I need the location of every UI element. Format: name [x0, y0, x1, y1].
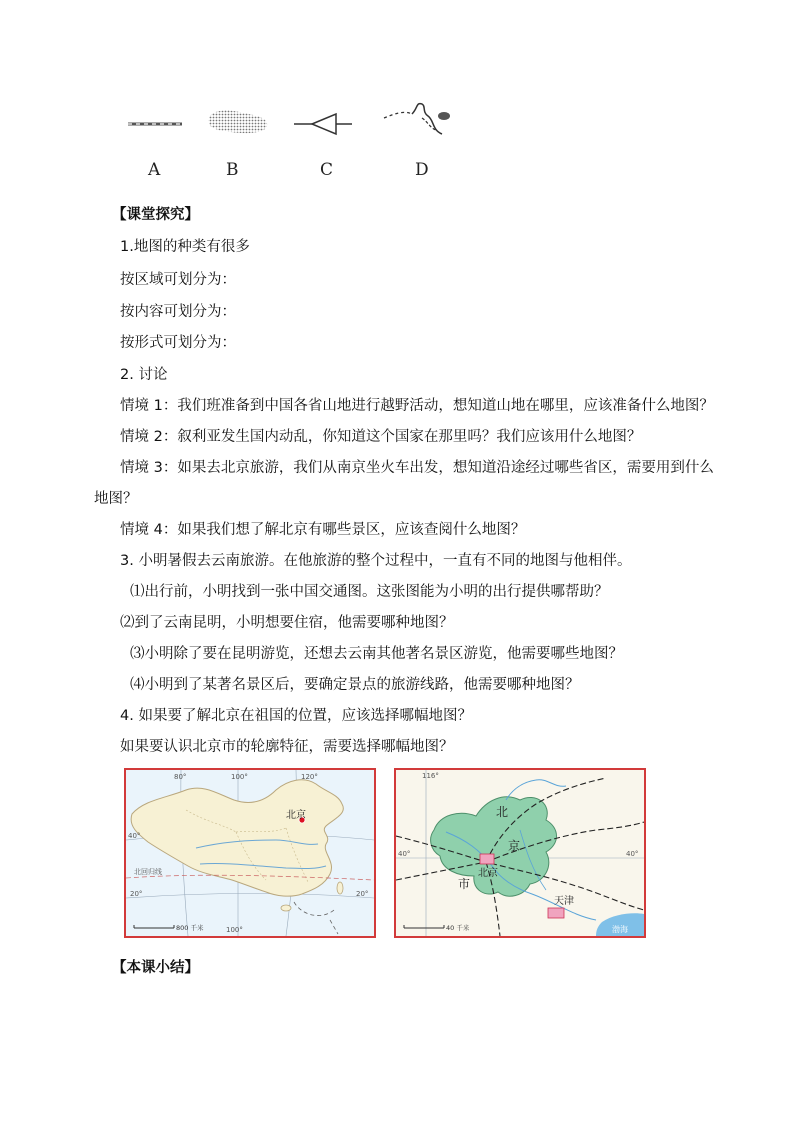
question-4-sub: 如果要认识北京市的轮廓特征，需要选择哪幅地图？ [120, 739, 454, 755]
map2-char-jing: 京 [508, 839, 521, 853]
question-1-by-form: 按形式可划分为： [120, 335, 236, 351]
coastline-symbol-icon [382, 100, 458, 140]
arrow-symbol-icon [292, 110, 354, 138]
map2-char-bei: 北 [496, 805, 509, 819]
map2-lat-left: 40° [398, 850, 411, 858]
symbol-label-c: C [320, 160, 334, 180]
map2-sea-label: 渤海 [612, 925, 628, 934]
question-3-part-2: ⑵到了云南昆明，小明想要住宿，他需要哪种地图？ [120, 615, 454, 631]
map1-lon-100: 100° [231, 773, 248, 781]
svg-text:40 千米: 40 千米 [446, 924, 470, 932]
scenario-2: 情境 2：叙利亚发生国内动乱，你知道这个国家在那里吗？我们应该用什么地图？ [120, 429, 642, 445]
question-1-by-content: 按内容可划分为： [120, 304, 236, 320]
map-china [124, 768, 376, 938]
question-3-part-3: ⑶小明除了要在昆明游览，还想去云南其他著名景区游览，他需要哪些地图？ [130, 646, 623, 662]
map-beijing [394, 768, 646, 938]
scenario-3-line-2: 地图？ [94, 491, 138, 507]
map2-lon-label: 116° [422, 772, 439, 780]
map1-lat-40: 40° [128, 832, 141, 840]
map1-lon-80: 80° [174, 773, 187, 781]
map1-lat-20-left: 20° [130, 890, 143, 898]
symbol-label-a: A [148, 160, 161, 180]
question-1-title: 1.地图的种类有很多 [120, 239, 250, 255]
scenario-3-line-1: 情境 3：如果去北京旅游，我们从南京坐火车出发，想知道沿途经过哪些省区，需要用到什么 [120, 460, 714, 476]
map2-city-label: 北京 [478, 868, 498, 879]
map1-lat-20-right: 20° [356, 890, 369, 898]
map2-char-shi: 市 [458, 877, 471, 891]
question-4-title: 4. 如果要了解北京在祖国的位置，应该选择哪幅地图？ [120, 708, 472, 724]
question-2-title: 2. 讨论 [120, 367, 168, 383]
scenario-1: 情境 1：我们班准备到中国各省山地进行越野活动，想知道山地在哪里，应该准备什么地图？ [120, 398, 714, 414]
section-heading-summary: 【本课小结】 [112, 960, 199, 976]
question-3-part-4: ⑷小明到了某著名景区后，要确定景点的旅游线路，他需要哪种地图？ [130, 677, 580, 693]
map2-tianjin-label: 天津 [554, 896, 574, 907]
symbol-label-b: B [226, 160, 239, 180]
svg-text:800 千米: 800 千米 [176, 924, 204, 932]
map1-lon-120: 120° [301, 773, 318, 781]
map1-tropic-label: 北回归线 [134, 868, 162, 876]
map1-city-label: 北京 [286, 810, 306, 821]
dotted-area-symbol-icon [203, 104, 273, 140]
section-heading-explore: 【课堂探究】 [112, 207, 199, 223]
question-3-part-1: ⑴出行前，小明找到一张中国交通图。这张图能为小明的出行提供哪帮助？ [130, 584, 609, 600]
map2-lat-right: 40° [626, 850, 639, 858]
symbol-label-d: D [415, 160, 429, 180]
question-3-title: 3. 小明暑假去云南旅游。在他旅游的整个过程中，一直有不同的地图与他相伴。 [120, 553, 632, 569]
scenario-4: 情境 4：如果我们想了解北京有哪些景区，应该查阅什么地图？ [120, 522, 526, 538]
dashed-line-symbol-icon [126, 114, 184, 134]
question-1-by-region: 按区域可划分为： [120, 272, 236, 288]
map1-lon-100-bottom: 100° [226, 926, 243, 934]
